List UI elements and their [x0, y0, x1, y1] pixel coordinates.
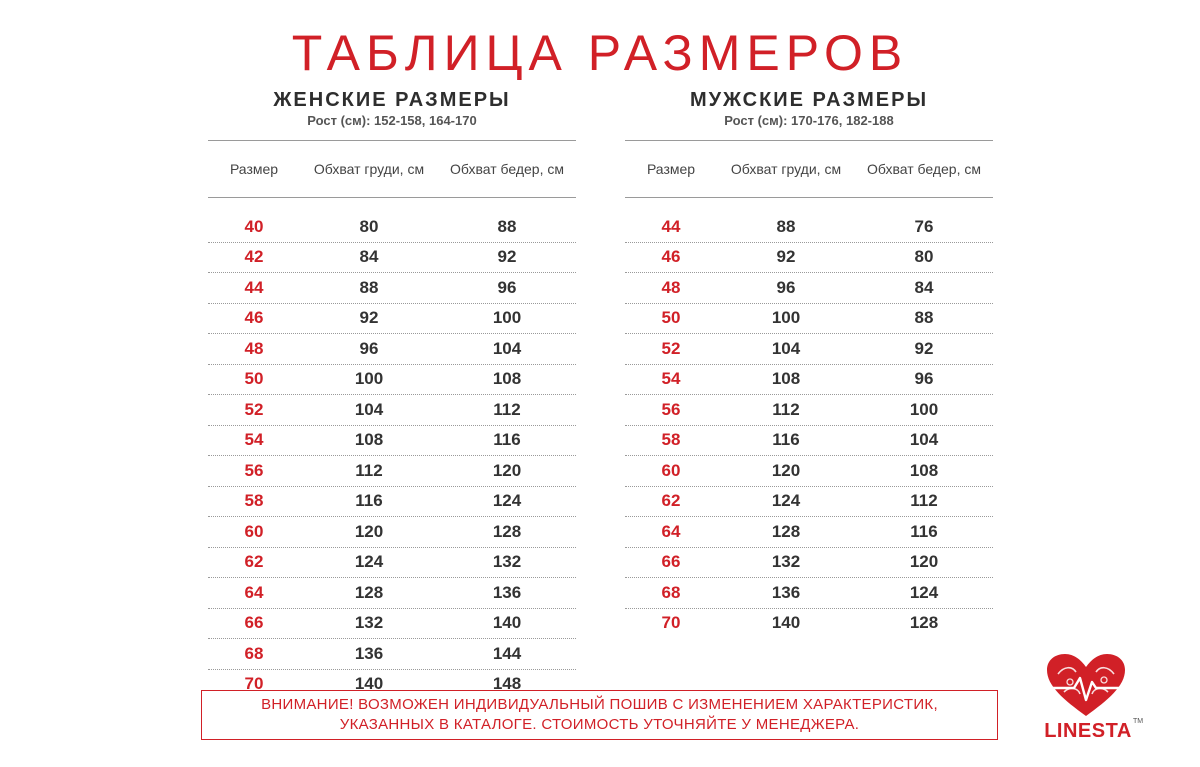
hips-cell: 76 — [914, 216, 934, 236]
chest-cell: 100 — [771, 308, 801, 328]
logo-text: LINESTA — [1044, 720, 1132, 742]
size-cell: 50 — [244, 369, 264, 389]
chest-cell: 132 — [771, 552, 801, 572]
hips-cell: 104 — [909, 430, 939, 450]
hips-cell: 84 — [914, 277, 934, 297]
table-row — [208, 334, 576, 365]
chest-cell: 108 — [771, 369, 801, 389]
size-cell: 44 — [244, 277, 264, 297]
column-header-chest: Обхват груди, см — [313, 161, 425, 177]
chest-cell: 88 — [776, 216, 796, 236]
size-cell: 60 — [244, 521, 264, 541]
size-cell: 56 — [661, 399, 681, 419]
table-row — [208, 548, 576, 579]
size-cell: 44 — [661, 216, 681, 236]
table-row — [625, 517, 993, 548]
hips-cell: 92 — [497, 247, 517, 267]
table-row — [625, 578, 993, 609]
table-row — [625, 243, 993, 274]
size-cell: 48 — [244, 338, 264, 358]
hips-cell: 108 — [909, 460, 939, 480]
women-size-table — [208, 88, 576, 699]
table-row — [625, 395, 993, 426]
size-cell: 58 — [661, 430, 681, 450]
size-cell: 46 — [661, 247, 681, 267]
chest-cell: 128 — [354, 582, 384, 602]
hips-cell: 120 — [909, 552, 939, 572]
size-cell: 66 — [661, 552, 681, 572]
hips-cell: 92 — [914, 338, 934, 358]
size-cell: 68 — [244, 643, 264, 663]
hips-cell: 80 — [914, 247, 934, 267]
women-table-body — [208, 212, 576, 699]
table-row — [208, 517, 576, 548]
chest-cell: 88 — [359, 277, 379, 297]
column-header-chest: Обхват груди, см — [730, 161, 842, 177]
hips-cell: 128 — [492, 521, 522, 541]
women-table-header — [208, 141, 576, 198]
chest-cell: 124 — [354, 552, 384, 572]
size-cell: 66 — [244, 613, 264, 633]
table-row — [208, 304, 576, 335]
chest-cell: 136 — [354, 643, 384, 663]
men-size-table — [625, 88, 993, 638]
notice-line-1: ВНИМАНИЕ! ВОЗМОЖЕН ИНДИВИДУАЛЬНЫЙ ПОШИВ С ИЗМЕНЕНИЕМ ХАРАКТЕРИСТИК, — [261, 696, 938, 713]
column-header-hips: Обхват бедер, см — [450, 161, 564, 177]
hips-cell: 100 — [492, 308, 522, 328]
size-cell: 46 — [244, 308, 264, 328]
hips-cell: 88 — [497, 216, 517, 236]
hips-cell: 108 — [492, 369, 522, 389]
table-row — [625, 212, 993, 243]
men-table-body — [625, 212, 993, 638]
chest-cell: 128 — [771, 521, 801, 541]
hips-cell: 96 — [914, 369, 934, 389]
men-section-title: МУЖСКИЕ РАЗМЕРЫ — [689, 89, 929, 111]
chest-cell: 100 — [354, 369, 384, 389]
hips-cell: 140 — [492, 613, 522, 633]
chest-cell: 80 — [359, 216, 379, 236]
size-cell: 52 — [661, 338, 681, 358]
size-cell: 70 — [244, 674, 264, 694]
table-row — [625, 426, 993, 457]
chest-cell: 120 — [771, 460, 801, 480]
table-row — [208, 578, 576, 609]
women-section-title: ЖЕНСКИЕ РАЗМЕРЫ — [273, 89, 511, 111]
hips-cell: 132 — [492, 552, 522, 572]
table-row — [625, 334, 993, 365]
chest-cell: 108 — [354, 430, 384, 450]
men-table-header — [625, 141, 993, 198]
size-cell: 52 — [244, 399, 264, 419]
hips-cell: 104 — [492, 338, 522, 358]
chest-cell: 140 — [354, 674, 384, 694]
chest-cell: 96 — [359, 338, 379, 358]
size-cell: 40 — [244, 216, 264, 236]
men-height-range: Рост (см): 170-176, 182-188 — [724, 113, 894, 128]
women-height-range: Рост (см): 152-158, 164-170 — [307, 113, 477, 128]
chest-cell: 116 — [355, 491, 383, 511]
size-cell: 64 — [661, 521, 681, 541]
hips-cell: 96 — [497, 277, 517, 297]
size-cell: 56 — [244, 460, 264, 480]
hips-cell: 144 — [492, 643, 522, 663]
trademark-mark: TM — [1133, 718, 1144, 725]
custom-tailoring-notice — [201, 690, 998, 740]
hips-cell: 128 — [909, 613, 939, 633]
chest-cell: 124 — [771, 491, 801, 511]
page-title: ТАБЛИЦА РАЗМЕРОВ — [291, 25, 909, 81]
size-cell: 62 — [244, 552, 264, 572]
table-row — [625, 365, 993, 396]
table-row — [208, 212, 576, 243]
chest-cell: 120 — [354, 521, 384, 541]
table-row — [208, 456, 576, 487]
chest-cell: 104 — [354, 399, 384, 419]
hips-cell: 124 — [492, 491, 522, 511]
table-row — [208, 365, 576, 396]
hips-cell: 116 — [493, 430, 521, 450]
size-cell: 70 — [661, 613, 681, 633]
size-cell: 50 — [661, 308, 681, 328]
notice-line-2: УКАЗАННЫХ В КАТАЛОГЕ. СТОИМОСТЬ УТОЧНЯЙТЕ У МЕНЕДЖЕРА. — [339, 716, 860, 733]
hips-cell: 100 — [909, 399, 939, 419]
linesta-logo — [1038, 652, 1144, 748]
size-cell: 60 — [661, 460, 681, 480]
hips-cell: 88 — [914, 308, 934, 328]
size-cell: 42 — [244, 247, 264, 267]
table-row — [208, 639, 576, 670]
chest-cell: 132 — [354, 613, 384, 633]
heart-pulse-icon — [1044, 652, 1128, 718]
table-row — [625, 456, 993, 487]
hips-cell: 112 — [493, 399, 521, 419]
size-cell: 58 — [244, 491, 264, 511]
column-header-hips: Обхват бедер, см — [867, 161, 981, 177]
column-header-size: Размер — [646, 161, 696, 177]
size-cell: 48 — [661, 277, 681, 297]
table-row — [208, 243, 576, 274]
hips-cell: 116 — [910, 521, 938, 541]
hips-cell: 136 — [492, 582, 522, 602]
size-cell: 68 — [661, 582, 681, 602]
chest-cell: 96 — [776, 277, 796, 297]
size-cell: 54 — [244, 430, 264, 450]
hips-cell: 120 — [492, 460, 522, 480]
table-row — [208, 395, 576, 426]
chest-cell: 136 — [771, 582, 801, 602]
table-row — [625, 609, 993, 639]
size-cell: 54 — [661, 369, 681, 389]
hips-cell: 112 — [910, 491, 938, 511]
table-row — [208, 426, 576, 457]
chest-cell: 104 — [771, 338, 801, 358]
table-row — [208, 609, 576, 640]
chest-cell: 140 — [771, 613, 801, 633]
table-row — [625, 304, 993, 335]
column-header-size: Размер — [229, 161, 279, 177]
table-row — [625, 273, 993, 304]
hips-cell: 148 — [492, 674, 522, 694]
chest-cell: 92 — [359, 308, 379, 328]
size-cell: 64 — [244, 582, 264, 602]
chest-cell: 92 — [776, 247, 796, 267]
size-cell: 62 — [661, 491, 681, 511]
chest-cell: 112 — [772, 399, 800, 419]
chest-cell: 116 — [772, 430, 800, 450]
table-row — [208, 273, 576, 304]
chest-cell: 112 — [355, 460, 383, 480]
table-row — [625, 548, 993, 579]
table-row — [208, 487, 576, 518]
hips-cell: 124 — [909, 582, 939, 602]
chest-cell: 84 — [359, 247, 379, 267]
table-row — [625, 487, 993, 518]
